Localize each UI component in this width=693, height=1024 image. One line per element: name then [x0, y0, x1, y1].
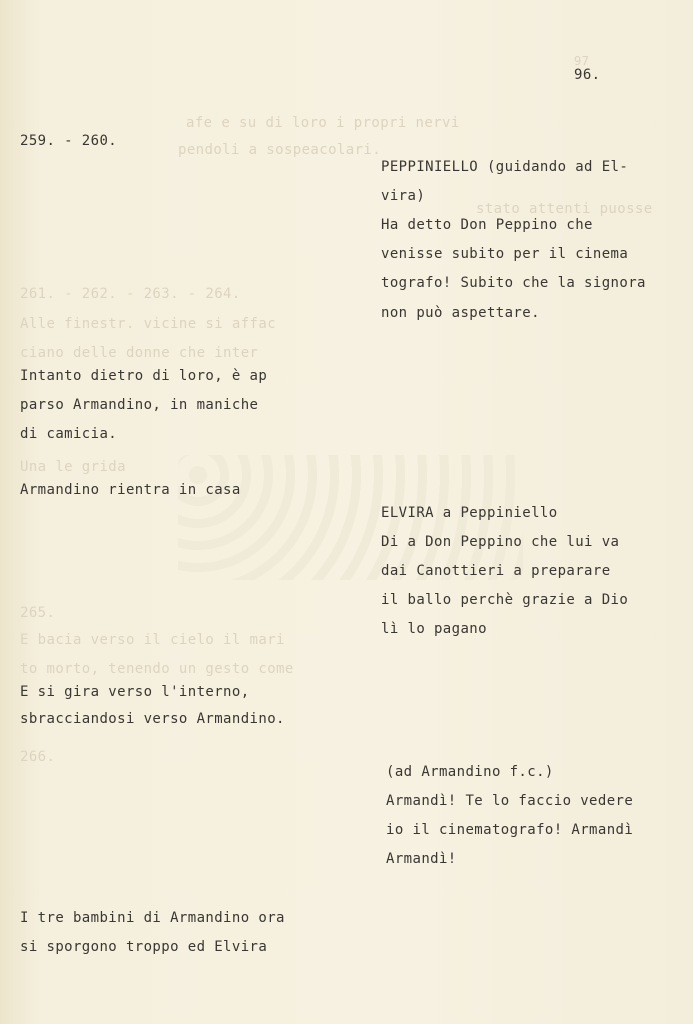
bleedthrough-line: afe e su di loro i propri nervi [186, 115, 460, 131]
bleedthrough-line: stato attenti puosse [476, 201, 653, 217]
bleedthrough-line: ciano delle donne che inter [20, 345, 259, 361]
character-cue: ELVIRA a Peppiniello [381, 505, 558, 521]
dialogue-line: tografo! Subito che la signora [381, 275, 646, 291]
left-text-line: Intanto dietro di loro, è ap [20, 368, 268, 384]
scene-numbers: 259. - 260. [20, 133, 118, 149]
bleedthrough-line: to morto, tenendo un gesto come [20, 661, 294, 677]
bleedthrough-line: 266. [20, 749, 56, 765]
dialogue-line: Armandì! Te lo faccio vedere [386, 793, 634, 809]
character-cue: PEPPINIELLO (guidando ad El- [381, 159, 629, 175]
dialogue-line: io il cinematografo! Armandì [386, 822, 634, 838]
bleedthrough-line: Alle finestr. vicine si affac [20, 316, 277, 332]
dialogue-line: non può aspettare. [381, 305, 540, 321]
dialogue-line: Di a Don Peppino che lui va [381, 534, 620, 550]
left-text-line: parso Armandino, in maniche [20, 397, 259, 413]
bleedthrough-line: Una le grida [20, 459, 126, 475]
dialogue-line: Armandì! [386, 851, 457, 867]
bleedthrough-line: 261. - 262. - 263. - 264. [20, 286, 241, 302]
stage-direction: (ad Armandino f.c.) [386, 764, 554, 780]
dialogue-line: venisse subito per il cinema [381, 246, 629, 262]
bleedthrough-line: 265. [20, 605, 56, 621]
dialogue-line: Ha detto Don Peppino che [381, 217, 593, 233]
left-text-line: Armandino rientra in casa [20, 482, 241, 498]
page-number: 96. [574, 67, 601, 83]
dialogue-line: il ballo perchè grazie a Dio [381, 592, 629, 608]
left-text-line: si sporgono troppo ed Elvira [20, 939, 268, 955]
bleedthrough-line: pendoli a sospeacolari. [178, 142, 382, 158]
left-text-line: E si gira verso l'interno, [20, 684, 250, 700]
left-text-line: I tre bambini di Armandino ora [20, 910, 285, 926]
dialogue-line: vira) [381, 188, 426, 204]
left-text-line: sbracciandosi verso Armandino. [20, 711, 285, 727]
faint-page-number: 97 [574, 54, 590, 68]
left-text-line: di camicia. [20, 426, 118, 442]
dialogue-line: lì lo pagano [381, 621, 487, 637]
dialogue-line: dai Canottieri a preparare [381, 563, 611, 579]
bleedthrough-line: E bacia verso il cielo il mari [20, 632, 285, 648]
